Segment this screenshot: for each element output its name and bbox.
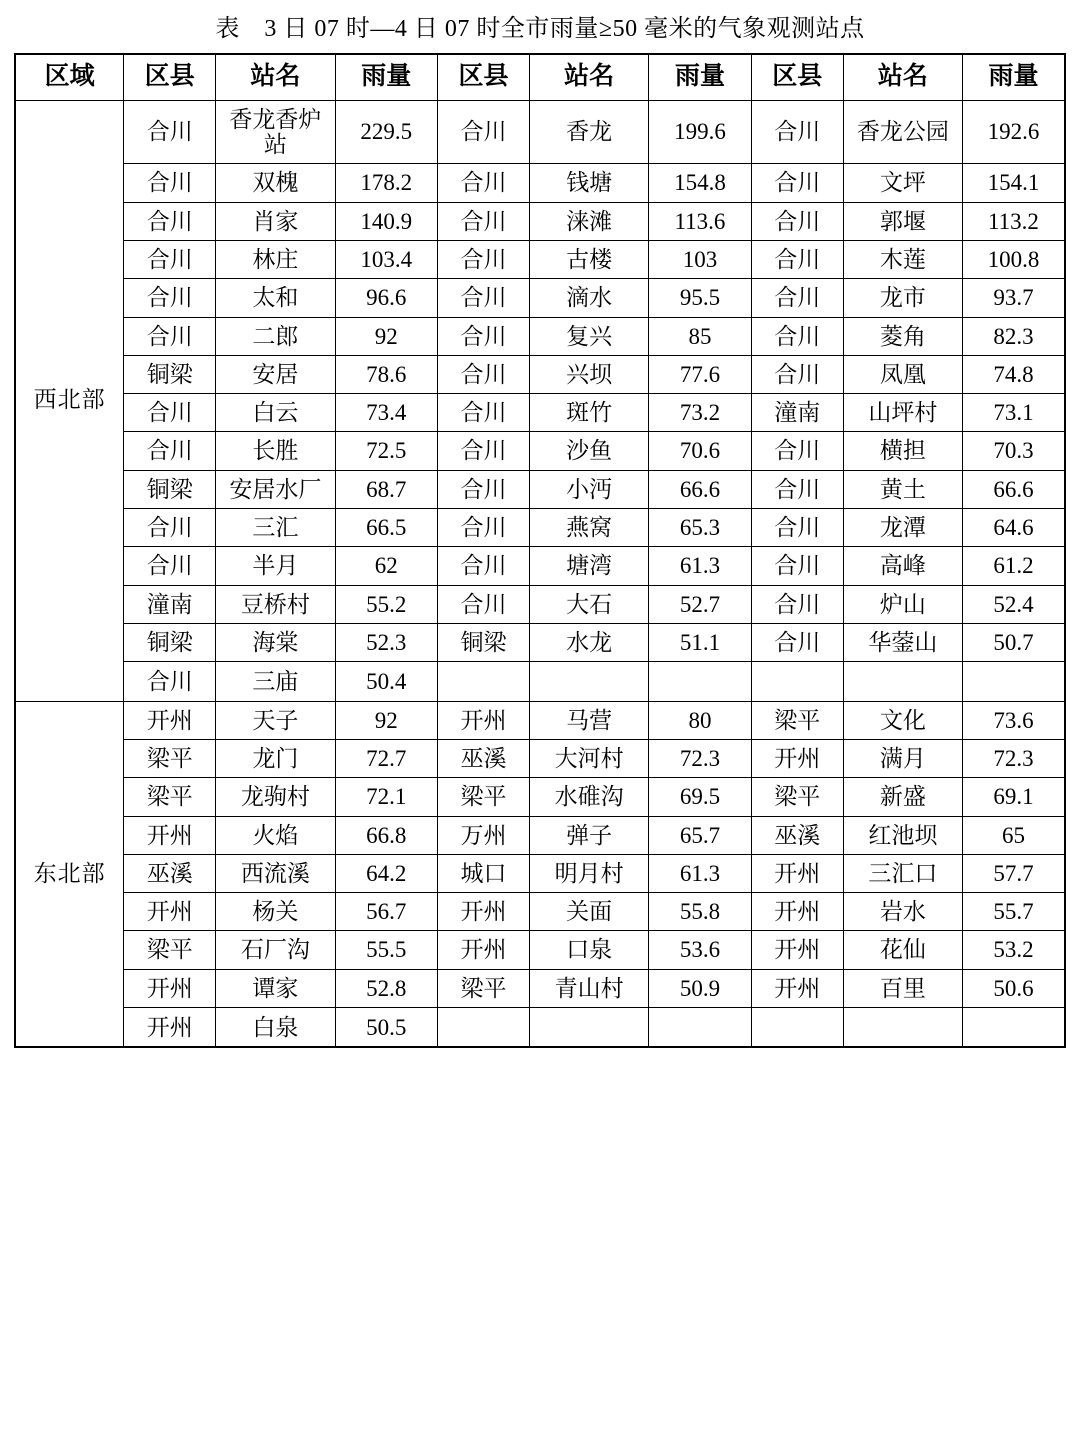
county-cell: 合川 <box>124 432 216 470</box>
station-cell: 马营 <box>530 701 649 739</box>
rain-cell: 73.1 <box>962 394 1065 432</box>
county-cell: 合川 <box>751 240 843 278</box>
county-cell: 合川 <box>124 547 216 585</box>
county-cell: 合川 <box>751 470 843 508</box>
station-cell: 海棠 <box>216 623 335 661</box>
rain-cell: 64.2 <box>335 854 437 892</box>
rain-cell: 65.3 <box>649 509 751 547</box>
rain-cell: 154.8 <box>649 164 751 202</box>
table-row <box>15 623 1065 661</box>
table-row <box>15 279 1065 317</box>
station-cell: 满月 <box>843 739 962 777</box>
station-cell: 白泉 <box>216 1008 335 1048</box>
table-row <box>15 585 1065 623</box>
header-county-1: 区县 <box>124 54 216 100</box>
empty-cell <box>962 662 1065 701</box>
county-cell: 合川 <box>437 164 529 202</box>
rain-cell: 73.2 <box>649 394 751 432</box>
county-cell: 开州 <box>437 701 529 739</box>
station-cell: 大石 <box>530 585 649 623</box>
station-cell: 弹子 <box>530 816 649 854</box>
station-cell: 塘湾 <box>530 547 649 585</box>
table-row <box>15 509 1065 547</box>
empty-cell <box>751 662 843 701</box>
station-cell: 高峰 <box>843 547 962 585</box>
county-cell: 梁平 <box>124 778 216 816</box>
rain-cell: 229.5 <box>335 100 437 164</box>
rain-cell: 113.2 <box>962 202 1065 240</box>
county-cell: 合川 <box>437 355 529 393</box>
table-row <box>15 778 1065 816</box>
station-cell: 肖家 <box>216 202 335 240</box>
rain-cell: 80 <box>649 701 751 739</box>
rain-cell: 178.2 <box>335 164 437 202</box>
rain-cell: 50.6 <box>962 969 1065 1007</box>
station-cell: 口泉 <box>530 931 649 969</box>
rain-cell: 53.6 <box>649 931 751 969</box>
station-cell: 白云 <box>216 394 335 432</box>
table-row <box>15 164 1065 202</box>
county-cell: 合川 <box>124 164 216 202</box>
header-rain-2: 雨量 <box>649 54 751 100</box>
empty-cell <box>437 1008 529 1048</box>
station-cell: 山坪村 <box>843 394 962 432</box>
table-row <box>15 854 1065 892</box>
station-cell: 西流溪 <box>216 854 335 892</box>
station-cell: 关面 <box>530 893 649 931</box>
station-cell: 华蓥山 <box>843 623 962 661</box>
rain-cell: 51.1 <box>649 623 751 661</box>
county-cell: 开州 <box>751 854 843 892</box>
table-row <box>15 317 1065 355</box>
rain-cell: 50.9 <box>649 969 751 1007</box>
rain-cell: 93.7 <box>962 279 1065 317</box>
rain-cell: 73.6 <box>962 701 1065 739</box>
county-cell: 合川 <box>124 662 216 701</box>
header-rain-3: 雨量 <box>962 54 1065 100</box>
county-cell: 开州 <box>437 931 529 969</box>
rain-cell: 61.3 <box>649 854 751 892</box>
station-cell: 安居 <box>216 355 335 393</box>
station-cell: 古楼 <box>530 240 649 278</box>
county-cell: 开州 <box>437 893 529 931</box>
rain-cell: 113.6 <box>649 202 751 240</box>
table-header <box>15 54 1065 100</box>
rain-cell: 52.7 <box>649 585 751 623</box>
county-cell: 合川 <box>124 509 216 547</box>
header-county-3: 区县 <box>751 54 843 100</box>
station-cell: 龙驹村 <box>216 778 335 816</box>
rain-cell: 140.9 <box>335 202 437 240</box>
rain-cell: 69.1 <box>962 778 1065 816</box>
rain-cell: 192.6 <box>962 100 1065 164</box>
table-row <box>15 1008 1065 1048</box>
header-row <box>15 54 1065 100</box>
rain-cell: 96.6 <box>335 279 437 317</box>
station-cell: 林庄 <box>216 240 335 278</box>
station-cell: 小沔 <box>530 470 649 508</box>
county-cell: 梁平 <box>751 778 843 816</box>
county-cell: 合川 <box>437 547 529 585</box>
station-cell: 天子 <box>216 701 335 739</box>
county-cell: 开州 <box>124 816 216 854</box>
rain-cell: 82.3 <box>962 317 1065 355</box>
table-row <box>15 816 1065 854</box>
table-row <box>15 394 1065 432</box>
county-cell: 合川 <box>437 202 529 240</box>
table-row <box>15 355 1065 393</box>
header-rain-1: 雨量 <box>335 54 437 100</box>
rain-cell: 92 <box>335 701 437 739</box>
rain-cell: 56.7 <box>335 893 437 931</box>
station-cell: 水龙 <box>530 623 649 661</box>
rain-cell: 92 <box>335 317 437 355</box>
table-row <box>15 739 1065 777</box>
table-row <box>15 662 1065 701</box>
table-row <box>15 432 1065 470</box>
table-row <box>15 701 1065 739</box>
table-row <box>15 547 1065 585</box>
station-cell: 半月 <box>216 547 335 585</box>
rain-cell: 50.4 <box>335 662 437 701</box>
table-body <box>15 100 1065 1047</box>
county-cell: 合川 <box>751 100 843 164</box>
county-cell: 合川 <box>751 355 843 393</box>
county-cell: 铜梁 <box>437 623 529 661</box>
county-cell: 合川 <box>124 240 216 278</box>
rain-cell: 55.8 <box>649 893 751 931</box>
empty-cell <box>649 1008 751 1048</box>
station-cell: 红池坝 <box>843 816 962 854</box>
station-cell: 长胜 <box>216 432 335 470</box>
station-cell: 炉山 <box>843 585 962 623</box>
rain-cell: 103 <box>649 240 751 278</box>
county-cell: 合川 <box>751 202 843 240</box>
station-cell: 新盛 <box>843 778 962 816</box>
rain-cell: 199.6 <box>649 100 751 164</box>
station-cell: 文坪 <box>843 164 962 202</box>
station-cell: 豆桥村 <box>216 585 335 623</box>
station-cell: 大河村 <box>530 739 649 777</box>
county-cell: 合川 <box>437 394 529 432</box>
county-cell: 梁平 <box>124 931 216 969</box>
rain-cell: 52.4 <box>962 585 1065 623</box>
rain-cell: 72.3 <box>649 739 751 777</box>
rain-cell: 72.1 <box>335 778 437 816</box>
county-cell: 巫溪 <box>124 854 216 892</box>
station-cell: 杨关 <box>216 893 335 931</box>
county-cell: 合川 <box>124 317 216 355</box>
table-row <box>15 470 1065 508</box>
rain-cell: 68.7 <box>335 470 437 508</box>
county-cell: 开州 <box>751 893 843 931</box>
county-cell: 合川 <box>124 279 216 317</box>
county-cell: 合川 <box>751 432 843 470</box>
rain-cell: 66.8 <box>335 816 437 854</box>
station-cell: 钱塘 <box>530 164 649 202</box>
rain-cell: 154.1 <box>962 164 1065 202</box>
county-cell: 开州 <box>751 931 843 969</box>
station-cell: 太和 <box>216 279 335 317</box>
station-cell: 涞滩 <box>530 202 649 240</box>
station-cell: 三汇口 <box>843 854 962 892</box>
station-cell: 滴水 <box>530 279 649 317</box>
table-row <box>15 931 1065 969</box>
empty-cell <box>962 1008 1065 1048</box>
rain-cell: 55.7 <box>962 893 1065 931</box>
county-cell: 合川 <box>751 317 843 355</box>
county-cell: 潼南 <box>124 585 216 623</box>
station-cell: 斑竹 <box>530 394 649 432</box>
rain-cell: 50.7 <box>962 623 1065 661</box>
station-cell: 水碓沟 <box>530 778 649 816</box>
station-cell: 石厂沟 <box>216 931 335 969</box>
county-cell: 开州 <box>124 701 216 739</box>
county-cell: 开州 <box>124 1008 216 1048</box>
county-cell: 巫溪 <box>437 739 529 777</box>
county-cell: 潼南 <box>751 394 843 432</box>
county-cell: 合川 <box>437 509 529 547</box>
station-cell: 兴坝 <box>530 355 649 393</box>
station-cell: 复兴 <box>530 317 649 355</box>
rain-cell: 61.2 <box>962 547 1065 585</box>
station-cell: 二郎 <box>216 317 335 355</box>
rain-cell: 72.3 <box>962 739 1065 777</box>
rain-cell: 66.5 <box>335 509 437 547</box>
station-cell: 香龙 <box>530 100 649 164</box>
station-cell: 龙潭 <box>843 509 962 547</box>
rain-cell: 52.3 <box>335 623 437 661</box>
table-row <box>15 202 1065 240</box>
county-cell: 合川 <box>437 317 529 355</box>
station-cell: 安居水厂 <box>216 470 335 508</box>
county-cell: 合川 <box>437 585 529 623</box>
station-cell: 香龙香炉站 <box>216 100 335 164</box>
county-cell: 开州 <box>751 969 843 1007</box>
rain-cell: 53.2 <box>962 931 1065 969</box>
county-cell: 开州 <box>751 739 843 777</box>
county-cell: 合川 <box>751 547 843 585</box>
county-cell: 合川 <box>437 432 529 470</box>
rain-cell: 57.7 <box>962 854 1065 892</box>
county-cell: 合川 <box>437 279 529 317</box>
county-cell: 开州 <box>124 969 216 1007</box>
station-cell: 龙门 <box>216 739 335 777</box>
county-cell: 合川 <box>437 240 529 278</box>
header-station-2: 站名 <box>530 54 649 100</box>
county-cell: 合川 <box>751 623 843 661</box>
header-station-3: 站名 <box>843 54 962 100</box>
rain-cell: 95.5 <box>649 279 751 317</box>
rain-cell: 55.2 <box>335 585 437 623</box>
county-cell: 万州 <box>437 816 529 854</box>
empty-cell <box>649 662 751 701</box>
station-cell: 青山村 <box>530 969 649 1007</box>
rain-cell: 74.8 <box>962 355 1065 393</box>
rain-cell: 65 <box>962 816 1065 854</box>
station-cell: 百里 <box>843 969 962 1007</box>
county-cell: 合川 <box>751 164 843 202</box>
county-cell: 城口 <box>437 854 529 892</box>
county-cell: 合川 <box>437 100 529 164</box>
county-cell: 铜梁 <box>124 623 216 661</box>
table-row <box>15 100 1065 164</box>
station-cell: 明月村 <box>530 854 649 892</box>
rain-cell: 103.4 <box>335 240 437 278</box>
empty-cell <box>530 1008 649 1048</box>
county-cell: 合川 <box>437 470 529 508</box>
empty-cell <box>843 1008 962 1048</box>
rain-cell: 65.7 <box>649 816 751 854</box>
empty-cell <box>843 662 962 701</box>
county-cell: 合川 <box>124 100 216 164</box>
table-row <box>15 969 1065 1007</box>
rain-cell: 66.6 <box>649 470 751 508</box>
rain-cell: 70.3 <box>962 432 1065 470</box>
rain-cell: 64.6 <box>962 509 1065 547</box>
header-station-1: 站名 <box>216 54 335 100</box>
station-cell: 木莲 <box>843 240 962 278</box>
station-cell: 沙鱼 <box>530 432 649 470</box>
station-cell: 菱角 <box>843 317 962 355</box>
table-row <box>15 893 1065 931</box>
county-cell: 开州 <box>124 893 216 931</box>
county-cell: 铜梁 <box>124 470 216 508</box>
station-cell: 三庙 <box>216 662 335 701</box>
county-cell: 合川 <box>751 585 843 623</box>
station-cell: 文化 <box>843 701 962 739</box>
rain-cell: 85 <box>649 317 751 355</box>
station-cell: 凤凰 <box>843 355 962 393</box>
table-row <box>15 240 1065 278</box>
rain-cell: 52.8 <box>335 969 437 1007</box>
station-cell: 龙市 <box>843 279 962 317</box>
empty-cell <box>751 1008 843 1048</box>
station-cell: 火焰 <box>216 816 335 854</box>
empty-cell <box>437 662 529 701</box>
county-cell: 合川 <box>751 279 843 317</box>
county-cell: 合川 <box>124 394 216 432</box>
station-cell: 岩水 <box>843 893 962 931</box>
county-cell: 梁平 <box>437 969 529 1007</box>
station-cell: 花仙 <box>843 931 962 969</box>
station-cell: 香龙公园 <box>843 100 962 164</box>
station-cell: 双槐 <box>216 164 335 202</box>
county-cell: 合川 <box>751 509 843 547</box>
rain-cell: 77.6 <box>649 355 751 393</box>
rain-cell: 50.5 <box>335 1008 437 1048</box>
region-cell: 东北部 <box>15 701 124 1047</box>
rain-cell: 69.5 <box>649 778 751 816</box>
county-cell: 铜梁 <box>124 355 216 393</box>
county-cell: 梁平 <box>437 778 529 816</box>
rain-cell: 72.7 <box>335 739 437 777</box>
header-county-2: 区县 <box>437 54 529 100</box>
rain-cell: 61.3 <box>649 547 751 585</box>
station-cell: 三汇 <box>216 509 335 547</box>
table-caption: 表 3 日 07 时—4 日 07 时全市雨量≥50 毫米的气象观测站点 <box>215 16 865 42</box>
rain-cell: 55.5 <box>335 931 437 969</box>
station-cell: 谭家 <box>216 969 335 1007</box>
rain-cell: 62 <box>335 547 437 585</box>
header-region: 区域 <box>15 54 124 100</box>
county-cell: 巫溪 <box>751 816 843 854</box>
rain-cell: 100.8 <box>962 240 1065 278</box>
county-cell: 梁平 <box>124 739 216 777</box>
county-cell: 合川 <box>124 202 216 240</box>
station-cell: 燕窝 <box>530 509 649 547</box>
rainfall-table <box>14 53 1066 1048</box>
rain-cell: 70.6 <box>649 432 751 470</box>
rain-cell: 73.4 <box>335 394 437 432</box>
station-cell: 郭堰 <box>843 202 962 240</box>
station-cell: 黄土 <box>843 470 962 508</box>
empty-cell <box>530 662 649 701</box>
rain-cell: 66.6 <box>962 470 1065 508</box>
station-cell: 横担 <box>843 432 962 470</box>
region-cell: 西北部 <box>15 100 124 701</box>
county-cell: 梁平 <box>751 701 843 739</box>
rain-cell: 72.5 <box>335 432 437 470</box>
rain-cell: 78.6 <box>335 355 437 393</box>
